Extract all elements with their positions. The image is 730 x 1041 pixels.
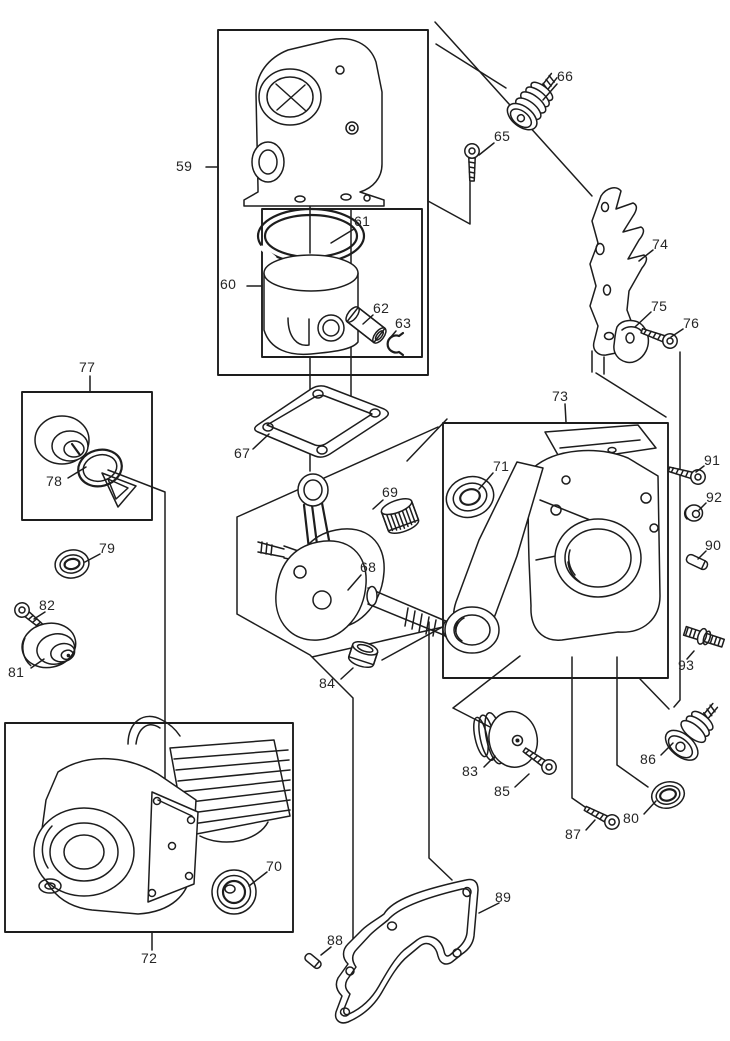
- part-label-86: 86: [640, 751, 657, 767]
- part-label-85: 85: [494, 783, 511, 799]
- oil-seal-80-illustration: [649, 778, 688, 812]
- part-label-74: 74: [652, 236, 669, 252]
- pin-88-illustration: [304, 952, 323, 970]
- buffer-81-illustration: [18, 618, 80, 672]
- part-label-61: 61: [354, 213, 371, 229]
- crankshaft-illustration: [258, 474, 459, 640]
- part-label-68: 68: [360, 559, 377, 575]
- crankcase-right-illustration: [445, 425, 660, 653]
- sleeve-84-illustration: [347, 639, 379, 670]
- spike-bracket-illustration: [614, 320, 649, 362]
- part-label-63: 63: [395, 315, 412, 331]
- buffer-83-illustration: [471, 704, 543, 774]
- part-label-65: 65: [494, 128, 511, 144]
- buffer-plug-86-illustration: [660, 693, 730, 766]
- part-label-93: 93: [678, 657, 695, 673]
- bushing-92-illustration: [685, 505, 703, 521]
- part-label-75: 75: [651, 298, 668, 314]
- part-label-73: 73: [552, 388, 569, 404]
- cylinder-illustration: [244, 39, 384, 206]
- part-label-82: 82: [39, 597, 56, 613]
- part-label-60: 60: [220, 276, 237, 292]
- screw-65-illustration: [465, 144, 479, 181]
- part-label-79: 79: [99, 540, 116, 556]
- part-label-81: 81: [8, 664, 25, 680]
- part-label-83: 83: [462, 763, 479, 779]
- part-label-67: 67: [234, 445, 251, 461]
- part-label-84: 84: [319, 675, 336, 691]
- stud-bolt-93-illustration: [683, 623, 726, 651]
- cylinder-gasket-illustration: [255, 386, 389, 457]
- crankcase-gasket-illustration: [336, 879, 478, 1022]
- oil-seal-79-illustration: [53, 547, 91, 580]
- part-label-71: 71: [493, 458, 510, 474]
- part-label-89: 89: [495, 889, 512, 905]
- part-label-59: 59: [176, 158, 193, 174]
- part-label-66: 66: [557, 68, 574, 84]
- part-label-77: 77: [79, 359, 96, 375]
- needle-bearing-illustration: [379, 495, 420, 536]
- part-label-62: 62: [373, 300, 390, 316]
- part-label-69: 69: [382, 484, 399, 500]
- pin-90-illustration: [685, 553, 709, 570]
- part-label-92: 92: [706, 489, 723, 505]
- part-label-80: 80: [623, 810, 640, 826]
- part-label-87: 87: [565, 826, 582, 842]
- ball-bearing-70-illustration: [212, 870, 256, 914]
- part-label-70: 70: [266, 858, 283, 874]
- fuel-cap-illustration: [35, 416, 89, 464]
- part-label-88: 88: [327, 932, 344, 948]
- piston-illustration: [264, 255, 358, 354]
- part-label-91: 91: [704, 452, 721, 468]
- part-label-76: 76: [683, 315, 700, 331]
- part-label-78: 78: [46, 473, 63, 489]
- part-label-90: 90: [705, 537, 722, 553]
- part-label-72: 72: [141, 950, 158, 966]
- screw-91-illustration: [667, 462, 707, 486]
- circlip-illustration: [388, 333, 403, 355]
